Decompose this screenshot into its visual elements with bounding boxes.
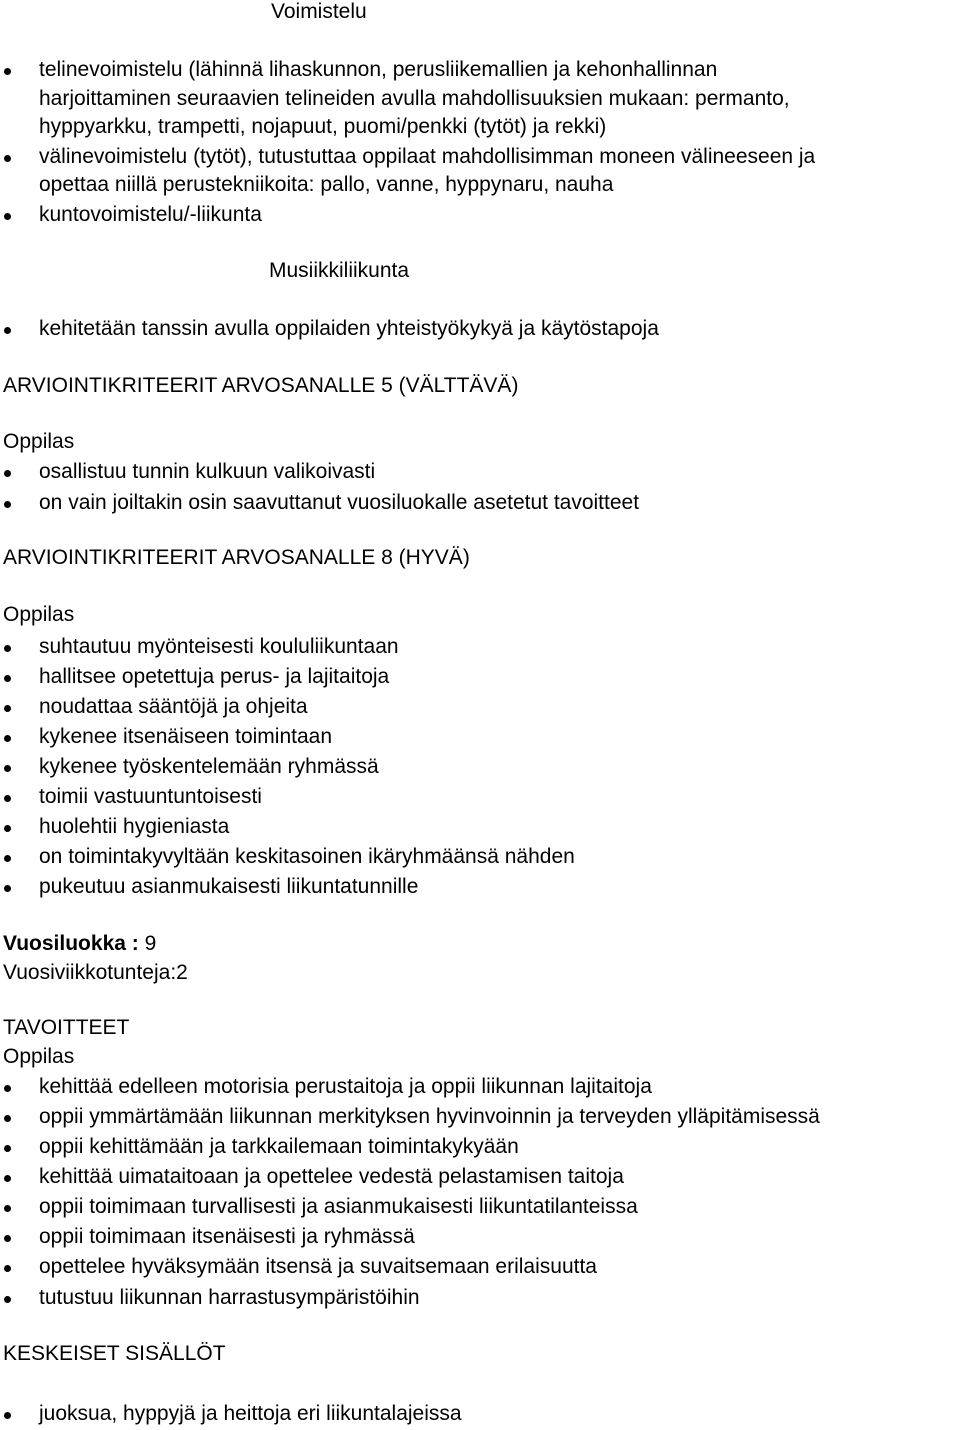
bullet-icon	[4, 1175, 11, 1182]
list-item	[0, 692, 960, 722]
bullet-icon	[4, 855, 11, 862]
list-item-text: huolehtii hygieniasta	[39, 815, 230, 838]
list-item-text: kehittää uimataitoaan ja opettelee vedestä pelastamisen taitoja	[39, 1165, 624, 1188]
list-item	[0, 782, 960, 812]
grade-label: Vuosiluokka :	[3, 932, 139, 955]
list-item-text: kykenee työskentelemään ryhmässä	[39, 755, 379, 778]
list-item-text: oppii kehittämään ja tarkkailemaan toimintakykyään	[39, 1135, 519, 1158]
list-item	[0, 1283, 960, 1313]
list-item	[0, 872, 960, 902]
list-item-continuation: harjoittaminen seuraavien telineiden avulla mahdollisuuksien mukaan: permanto,	[39, 87, 790, 110]
bullet-icon	[4, 765, 11, 772]
list-item-text: oppii ymmärtämään liikunnan merkityksen hyvinvoinnin ja terveyden ylläpitämisessä	[39, 1105, 820, 1128]
list-item-text: on toimintakyvyltään keskitasoinen ikäryhmäänsä nähden	[39, 845, 575, 868]
list-item	[0, 1072, 960, 1102]
list-item	[0, 1162, 960, 1192]
weekly-hours: Vuosiviikkotunteja:2	[3, 961, 188, 984]
section-heading-tavoitteet: TAVOITTEET	[3, 1016, 130, 1039]
bullet-icon	[4, 735, 11, 742]
list-item-text: hallitsee opetettuja perus- ja lajitaitoja	[39, 665, 390, 688]
grade-line	[3, 932, 156, 956]
subject-label: Oppilas	[3, 603, 75, 626]
subject-label: Oppilas	[3, 1045, 75, 1068]
list-item-text: telinevoimistelu (lähinnä lihaskunnon, perusliikemallien ja kehonhallinnan	[39, 58, 718, 81]
list-item-continuation: opettaa niillä perustekniikoita: pallo, vanne, hyppynaru, nauha	[39, 173, 614, 196]
list-item-text: opettelee hyväksymään itsensä ja suvaitsemaan erilaisuutta	[39, 1255, 597, 1278]
bullet-icon	[4, 675, 11, 682]
list-item-text: juoksua, hyppyjä ja heittoja eri liikuntalajeissa	[39, 1402, 462, 1425]
section-heading-arvio-8: ARVIOINTIKRITEERIT ARVOSANALLE 8 (HYVÄ)	[3, 546, 470, 569]
list-item	[0, 632, 960, 662]
list-item-text: välinevoimistelu (tytöt), tutustuttaa oppilaat mahdollisimman moneen välineeseen ja	[39, 145, 816, 168]
list-item	[0, 142, 960, 172]
bullet-icon	[4, 1205, 11, 1212]
list-item	[0, 752, 960, 782]
bullet-icon	[4, 825, 11, 832]
section-heading-voimistelu: Voimistelu	[271, 0, 367, 23]
list-item-text: on vain joiltakin osin saavuttanut vuosiluokalle asetetut tavoitteet	[39, 491, 640, 514]
grade-value: 9	[144, 932, 157, 955]
list-item-text: noudattaa sääntöjä ja ohjeita	[39, 695, 308, 718]
list-item	[0, 314, 960, 344]
list-item-text: kykenee itsenäiseen toimintaan	[39, 725, 333, 748]
bullet-icon	[4, 1115, 11, 1122]
bullet-icon	[4, 1296, 11, 1303]
list-item	[0, 1252, 960, 1282]
bullet-icon	[4, 327, 11, 334]
subject-label: Oppilas	[3, 430, 75, 453]
bullet-icon	[4, 885, 11, 892]
bullet-icon	[4, 645, 11, 652]
list-item	[0, 662, 960, 692]
section-heading-arvio-5: ARVIOINTIKRITEERIT ARVOSANALLE 5 (VÄLTTÄVÄ)	[3, 374, 519, 397]
list-item-text: kuntovoimistelu/-liikunta	[39, 203, 262, 226]
bullet-icon	[4, 1412, 11, 1419]
bullet-icon	[4, 795, 11, 802]
list-item	[0, 1102, 960, 1132]
bullet-icon	[4, 1265, 11, 1272]
bullet-icon	[4, 501, 11, 508]
list-item	[0, 55, 960, 85]
list-item-text: toimii vastuuntuntoisesti	[39, 785, 262, 808]
list-item	[0, 1399, 960, 1429]
list-item-text: suhtautuu myönteisesti koululiikuntaan	[39, 635, 399, 658]
list-item	[0, 1222, 960, 1252]
list-item	[0, 722, 960, 752]
bullet-icon	[4, 155, 11, 162]
list-item	[0, 457, 960, 487]
section-heading-keskeiset: KESKEISET SISÄLLÖT	[3, 1342, 226, 1365]
list-item-text: osallistuu tunnin kulkuun valikoivasti	[39, 460, 376, 483]
bullet-icon	[4, 1145, 11, 1152]
list-item	[0, 1132, 960, 1162]
list-item	[0, 200, 960, 230]
bullet-icon	[4, 705, 11, 712]
bullet-icon	[4, 213, 11, 220]
bullet-icon	[4, 1085, 11, 1092]
section-heading-musiikkiliikunta: Musiikkiliikunta	[269, 259, 410, 282]
list-item-text: tutustuu liikunnan harrastusympäristöihin	[39, 1286, 420, 1309]
list-item-continuation: hyppyarkku, trampetti, nojapuut, puomi/penkki (tytöt) ja rekki)	[39, 115, 607, 138]
list-item	[0, 842, 960, 872]
list-item	[0, 488, 960, 518]
bullet-icon	[4, 470, 11, 477]
bullet-icon	[4, 68, 11, 75]
bullet-icon	[4, 1235, 11, 1242]
list-item-text: kehitetään tanssin avulla oppilaiden yhteistyökykyä ja käytöstapoja	[39, 317, 659, 340]
list-item-text: oppii toimimaan itsenäisesti ja ryhmässä	[39, 1225, 415, 1248]
list-item-text: pukeutuu asianmukaisesti liikuntatunnille	[39, 875, 419, 898]
list-item-text: kehittää edelleen motorisia perustaitoja ja oppii liikunnan lajitaitoja	[39, 1075, 652, 1098]
list-item-text: oppii toimimaan turvallisesti ja asianmukaisesti liikuntatilanteissa	[39, 1195, 638, 1218]
list-item	[0, 1192, 960, 1222]
list-item	[0, 812, 960, 842]
